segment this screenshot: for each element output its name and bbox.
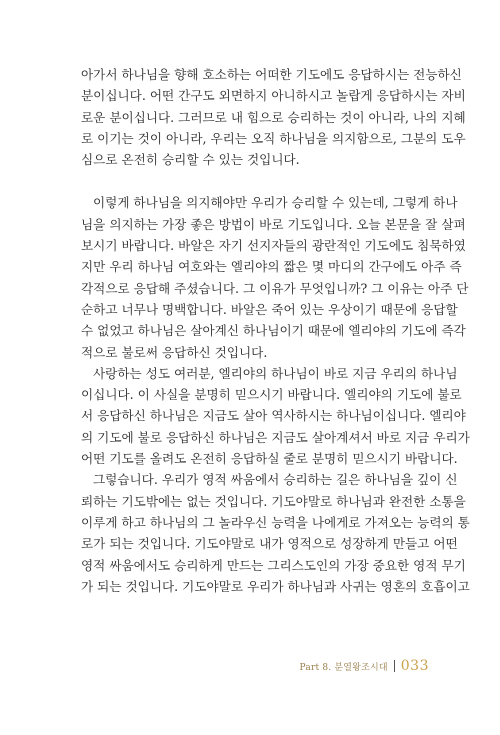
body-text: [81, 64, 470, 597]
text-line: 이루게 하고 하나님의 그 놀라우신 능력을 나에게로 가져오는 능력의 통: [81, 514, 470, 530]
paragraph-4: [81, 469, 470, 597]
text-line: 영적 싸움에서도 승리하게 만드는 그리스도인의 가장 중요한 영적 무기: [81, 557, 466, 573]
text-line: 그렇습니다. 우리가 영적 싸움에서 승리하는 길은 하나님을 깊이 신: [93, 472, 458, 488]
text-line: 가 되는 것입니다. 기도야말로 우리가 하나님과 사귀는 영혼의 호흡이고: [81, 578, 470, 594]
page-footer: [300, 658, 429, 674]
text-line: 서 응답하신 하나님은 지금도 살아 역사하시는 하나님이십니다. 엘리야: [81, 408, 466, 424]
text-line: 이렇게 하나님을 의지해야만 우리가 승리할 수 있는데, 그렇게 하나: [93, 195, 458, 211]
text-line: 님을 의지하는 가장 좋은 방법이 바로 기도입니다. 오늘 본문을 잘 살펴: [81, 216, 466, 232]
text-line: 어떤 기도를 올려도 온전히 응답하실 줄로 분명히 믿으시기 바랍니다.: [81, 451, 458, 467]
page-number: 033: [400, 658, 429, 674]
text-line: 적으로 불로써 응답하신 것입니다.: [81, 344, 268, 360]
text-line: 로 이기는 것이 아니라, 우리는 오직 하나님을 의지함으로, 그분의 도우: [81, 130, 466, 146]
text-line: 순하고 너무나 명백합니다. 바알은 죽어 있는 우상이기 때문에 응답할: [81, 301, 458, 317]
paragraph-2: [81, 192, 469, 362]
text-line: 로운 분이십니다. 그러므로 내 힘으로 승리하는 것이 아니라, 나의 지혜: [81, 109, 466, 125]
text-line: 각적으로 응답해 주셨습니다. 그 이유가 무엇입니까? 그 이유는 아주 단: [81, 280, 469, 296]
paragraph-3: [81, 363, 470, 469]
paragraph-1: [81, 64, 466, 170]
text-line: 지만 우리 하나님 여호와는 엘리야의 짧은 몇 마디의 간구에도 아주 즉: [81, 259, 462, 275]
text-line: 분이십니다. 어떤 간구도 외면하지 아니하시고 놀랍게 응답하시는 자비: [81, 88, 466, 104]
text-line: 아가서 하나님을 향해 호소하는 어떠한 기도에도 응답하시는 전능하신: [81, 67, 462, 82]
paragraph-gap: [81, 170, 421, 192]
text-line: 의 기도에 불로 응답하신 하나님은 지금도 살아계셔서 바로 지금 우리가: [81, 429, 470, 445]
text-line: 로가 되는 것입니다. 기도야말로 내가 영적으로 성장하게 만들고 어떤: [81, 536, 458, 552]
text-line: 수 없었고 하나님은 살아계신 하나님이기 때문에 엘리야의 기도에 즉각: [81, 323, 466, 339]
text-line: 심으로 온전히 승리할 수 있는 것입니다.: [81, 152, 300, 168]
part-title: Part 8. 분열왕조시대: [299, 662, 388, 673]
text-line: 사랑하는 성도 여러분, 엘리야의 하나님이 바로 지금 우리의 하나님: [93, 365, 458, 381]
footer-divider: [394, 660, 395, 672]
text-line: 보시기 바랍니다. 바알은 자기 선지자들의 광란적인 기도에도 침묵하였: [81, 238, 466, 254]
text-line: 이십니다. 이 사실을 분명히 믿으시기 바랍니다. 엘리야의 기도에 불로: [81, 387, 462, 403]
text-line: 뢰하는 기도밖에는 없는 것입니다. 기도야말로 하나님과 완전한 소통을: [81, 493, 466, 509]
